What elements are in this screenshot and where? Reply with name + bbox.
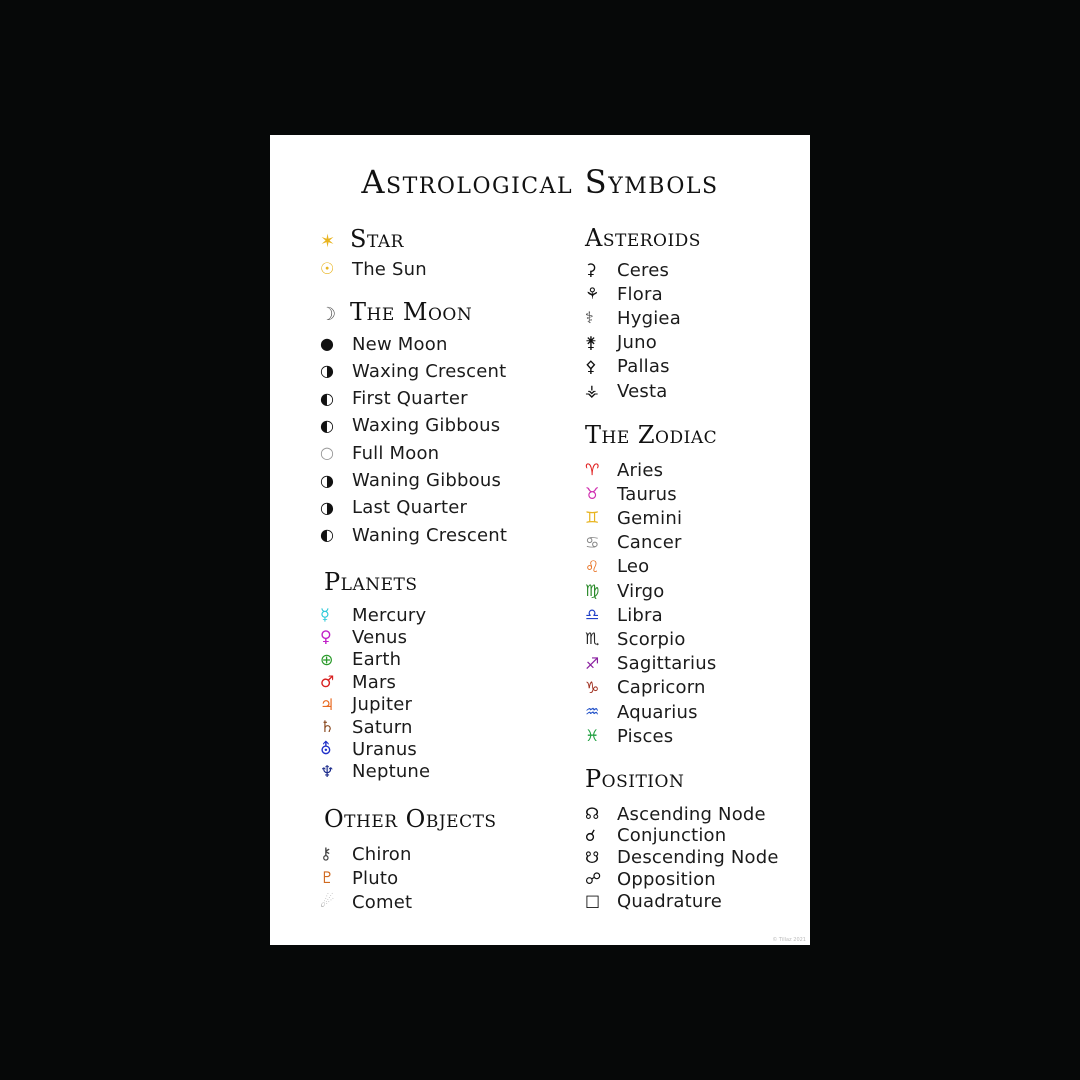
list-item-label: Cancer — [617, 532, 682, 554]
list-item-scorpio — [585, 626, 686, 652]
vesta-icon: ⚶ — [585, 381, 599, 400]
poster-card — [270, 135, 810, 945]
sagittarius-icon: ♐ — [585, 653, 600, 673]
last-quarter-icon: ◑ — [320, 497, 334, 517]
list-item-vesta — [585, 378, 667, 404]
page-title: Astrological Symbols — [361, 163, 719, 201]
descending-node-icon: ☋ — [585, 847, 600, 867]
list-item-label: Full Moon — [352, 442, 440, 464]
leo-icon: ♌ — [585, 556, 600, 576]
list-item-last-quarter — [320, 495, 467, 521]
list-item-virgo — [585, 578, 664, 604]
list-item-juno — [585, 330, 657, 356]
capricorn-icon: ♑ — [585, 677, 600, 697]
list-item-flora — [585, 281, 663, 307]
libra-icon: ♎ — [585, 605, 600, 625]
list-item-sagittarius — [585, 651, 716, 677]
taurus-icon: ♉ — [585, 484, 600, 504]
crescent-moon-icon: ☽ — [320, 304, 337, 325]
mars-icon: ♂ — [320, 672, 335, 692]
list-item-label: First Quarter — [352, 388, 468, 410]
list-item-label: Venus — [352, 626, 408, 648]
list-item-waxing-gibbous — [320, 413, 500, 439]
list-item-capricorn — [585, 675, 706, 701]
list-item-waning-gibbous — [320, 468, 501, 494]
list-item-label: Uranus — [352, 738, 417, 760]
list-item-label: Gemini — [617, 507, 683, 529]
list-item-ceres — [585, 257, 669, 283]
new-moon-icon: ● — [320, 334, 334, 353]
conjunction-icon: ☌ — [585, 825, 596, 845]
jupiter-icon: ♃ — [320, 694, 335, 714]
gemini-icon: ♊ — [585, 508, 600, 528]
cancer-icon: ♋ — [585, 532, 600, 552]
list-item-aries — [585, 457, 663, 483]
list-item-label: Taurus — [617, 483, 677, 505]
list-item-label: Ascending Node — [617, 803, 766, 825]
earth-icon: ⊕ — [320, 649, 334, 669]
list-item-label: Waning Gibbous — [352, 470, 502, 491]
list-item-label: Quadrature — [617, 890, 723, 912]
list-item-label: Waxing Gibbous — [352, 415, 501, 437]
list-item-taurus — [585, 481, 677, 507]
comet-icon: ☄ — [320, 892, 335, 911]
full-moon-icon: ○ — [320, 443, 334, 463]
virgo-icon: ♍ — [585, 581, 600, 600]
waxing-crescent-icon: ◑ — [320, 361, 334, 381]
list-item-label: Vesta — [617, 380, 668, 402]
list-item-label: Pluto — [352, 867, 399, 889]
section-heading-position: Position — [585, 765, 685, 793]
list-item-label: Pallas — [617, 356, 670, 378]
list-item-label: Chiron — [352, 843, 412, 865]
list-item-leo — [585, 554, 649, 580]
waxing-gibbous-icon: ◐ — [320, 415, 334, 435]
section-heading-moon: ☽ The Moon — [320, 298, 473, 326]
list-item-label: Pisces — [617, 725, 674, 747]
list-item-label: Saturn — [352, 716, 413, 738]
list-item-label: Opposition — [617, 868, 716, 890]
list-item-label: Libra — [617, 604, 663, 626]
list-item-first-quarter — [320, 386, 468, 412]
list-item-label: Waning Crescent — [352, 524, 508, 546]
section-heading-star: ✶ Star — [320, 225, 404, 253]
list-item-neptune — [320, 759, 430, 785]
list-item-label: Aquarius — [617, 701, 698, 723]
saturn-icon: ♄ — [320, 717, 335, 736]
list-item-label: Aries — [617, 459, 664, 481]
ceres-icon: ⚳ — [585, 260, 597, 279]
list-item-label: Virgo — [617, 580, 665, 602]
juno-icon: ⚵ — [585, 332, 597, 352]
venus-icon: ♀ — [320, 627, 332, 647]
list-item-label: Waxing Crescent — [352, 360, 507, 382]
list-item-label: Scorpio — [617, 628, 686, 650]
list-item-label: Capricorn — [617, 677, 706, 699]
list-item-label: Descending Node — [617, 847, 779, 869]
section-heading-asteroids: Asteroids — [585, 224, 701, 252]
list-item-waxing-crescent — [320, 358, 506, 384]
list-item-new-moon — [320, 331, 448, 357]
list-item-cancer — [585, 530, 682, 556]
list-item-label: Conjunction — [617, 825, 727, 847]
list-item-quadrature — [585, 888, 722, 914]
list-item-comet — [320, 889, 412, 915]
list-item-the-sun — [320, 256, 427, 282]
scorpio-icon: ♏ — [585, 629, 600, 649]
section-heading-planets: Planets — [324, 568, 418, 596]
list-item-gemini — [585, 505, 682, 531]
list-item-label: Juno — [617, 332, 657, 354]
ascending-node-icon: ☊ — [585, 804, 600, 823]
hygiea-icon: ⚕ — [585, 308, 594, 328]
list-item-aquarius — [585, 699, 698, 725]
quadrature-icon: □ — [585, 891, 601, 911]
the-sun-icon: ☉ — [320, 259, 335, 278]
list-item-chiron — [320, 841, 412, 867]
list-item-label: Hygiea — [617, 307, 681, 329]
list-item-pallas — [585, 354, 670, 380]
opposition-icon: ☍ — [585, 869, 602, 889]
section-heading-zodiac: The Zodiac — [585, 421, 718, 449]
aquarius-icon: ♒ — [585, 702, 600, 721]
list-item-label: Earth — [352, 649, 402, 671]
copyright-note: © Tillaz 2021 — [772, 937, 806, 943]
list-item-label: The Sun — [352, 258, 427, 280]
list-item-label: Last Quarter — [352, 497, 468, 519]
waning-crescent-icon: ◐ — [320, 525, 334, 545]
mercury-icon: ☿ — [320, 605, 330, 624]
pluto-icon: ♇ — [320, 868, 335, 887]
list-item-label: Mercury — [352, 604, 427, 626]
section-heading-other-objects: Other Objects — [324, 805, 497, 833]
list-item-label: Jupiter — [352, 694, 413, 716]
pisces-icon: ♓ — [585, 726, 600, 746]
waning-gibbous-icon: ◑ — [320, 470, 334, 490]
list-item-label: New Moon — [352, 333, 448, 355]
aries-icon: ♈ — [585, 460, 600, 479]
flora-icon: ⚘ — [585, 284, 600, 304]
list-item-hygiea — [585, 305, 681, 331]
list-item-full-moon — [320, 440, 439, 466]
list-item-libra — [585, 602, 663, 628]
star-icon: ✶ — [320, 231, 336, 252]
uranus-icon: ⛢ — [320, 739, 332, 759]
list-item-label: Neptune — [352, 761, 431, 783]
list-item-label: Sagittarius — [617, 653, 717, 675]
list-item-waning-crescent — [320, 522, 507, 548]
list-item-label: Flora — [617, 283, 663, 305]
list-item-label: Ceres — [617, 259, 670, 281]
neptune-icon: ♆ — [320, 761, 335, 781]
pallas-icon: ⚴ — [585, 356, 597, 376]
list-item-pisces — [585, 723, 673, 749]
first-quarter-icon: ◐ — [320, 388, 334, 408]
list-item-label: Comet — [352, 891, 413, 913]
list-item-label: Mars — [352, 671, 397, 693]
list-item-pluto — [320, 865, 398, 891]
list-item-label: Leo — [617, 556, 650, 578]
chiron-icon: ⚷ — [320, 844, 332, 863]
